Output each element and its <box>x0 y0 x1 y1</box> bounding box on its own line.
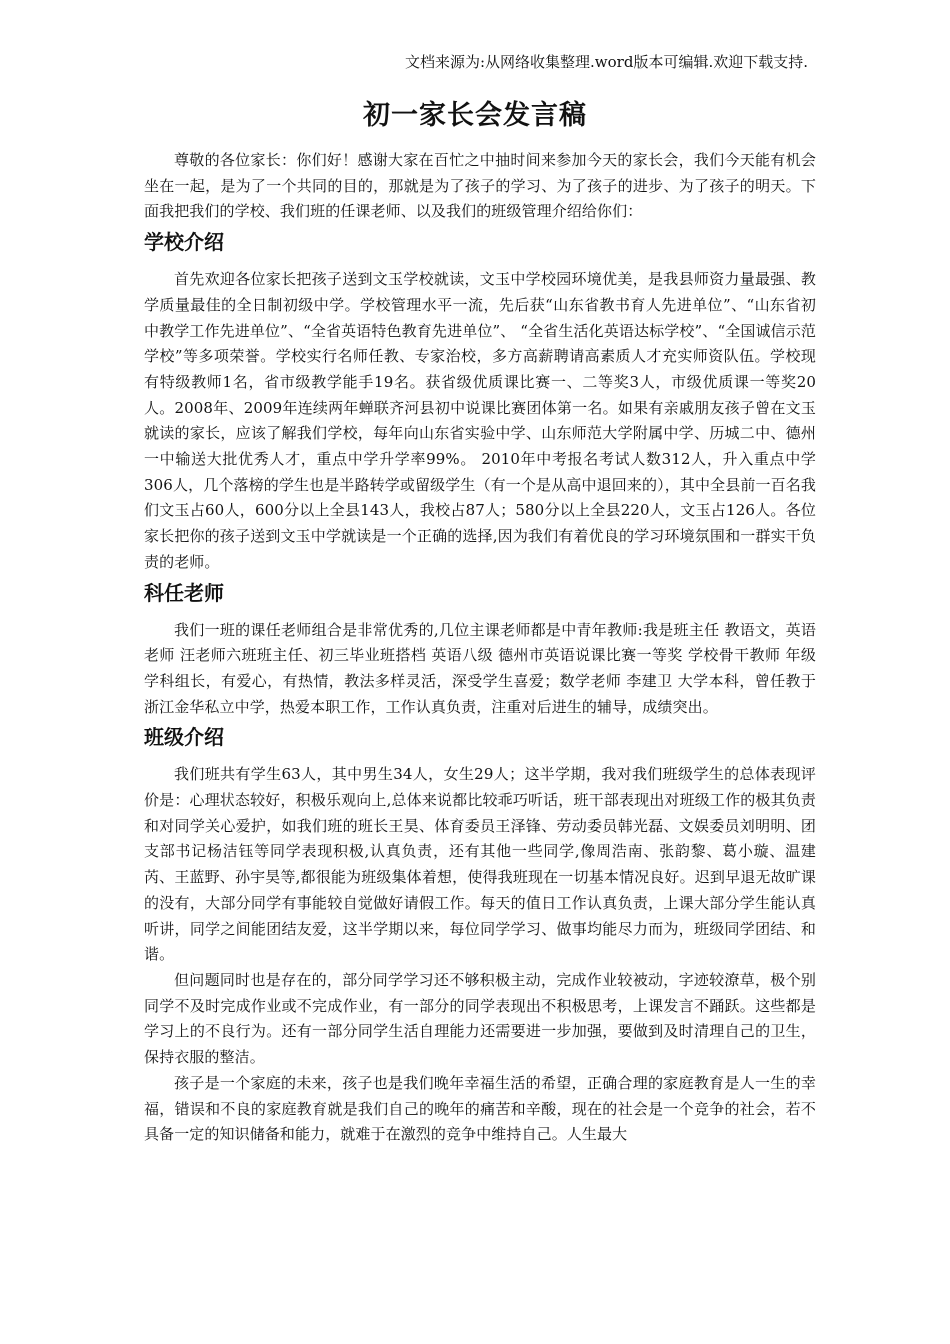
section-paragraph: 我们班共有学生63人，其中男生34人，女生29人；这半学期，我对我们班级学生的总体表现评价是：心理状态较好，积极乐观向上,总体来说都比较乖巧听话，班干部表现出对班级工作的极其负责和对同学关心爱护，如我们班的班长王昊、体育委员王泽锋、劳动委员韩光磊、文娱委员刘明明、团支部书记杨洁钰等同学表现积极,认真负责，还有其他一些同学,像周浩南、张韵黎、葛小璇、温建芮、王蓝野、孙宇昊等,都很能为班级集体着想，使得我班现在一切基本情况良好。迟到早退无故旷课的没有，大部分同学有事能较自觉做好请假工作。每天的值日工作认真负责，上课大部分学生能认真听讲，同学之间能团结友爱，这半学期以来，每位同学学习、做事均能尽力而为，班级同学团结、和谐。 <box>144 765 816 964</box>
section-heading: 班级介绍 <box>144 725 224 750</box>
section-class-intro <box>144 720 816 1148</box>
section-heading: 学校介绍 <box>144 230 224 255</box>
document-body <box>144 148 816 1148</box>
page-title: 初一家长会发言稿 <box>363 100 587 131</box>
section-paragraph: 但问题同时也是存在的，部分同学学习还不够积极主动，完成作业较被动，字迹较潦草，极个别同学不及时完成作业或不完成作业，有一部分的同学表现出不积极思考，上课发言不踊跃。这些都是学习上的不良行为。还有一部分同学生活自理能力还需要进一步加强，要做到及时清理自己的卫生，保持衣服的整洁。 <box>144 970 816 1067</box>
section-paragraph: 我们一班的课任老师组合是非常优秀的,几位主课老师都是中青年教师:我是班主任 教语文，英语老师 汪老师六班班主任、初三毕业班搭档 英语八级 德州市英语说课比赛一等奖 学校骨干教师 年级学科组长，有爱心，有热情，教法多样灵活，深受学生喜爱；数学老师 李建卫 大学本科，曾任教于浙江金华私立中学，热爱本职工作，工作认真负责，注重对后进生的辅导，成绩突出。 <box>144 620 816 716</box>
section-teachers <box>144 576 816 721</box>
section-school-intro <box>144 225 816 575</box>
section-paragraph: 孩子是一个家庭的未来，孩子也是我们晚年幸福生活的希望，正确合理的家庭教育是人一生的幸福，错误和不良的家庭教育就是我们自己的晚年的痛苦和辛酸，现在的社会是一个竞争的社会，若不具备一定的知识储备和能力，就难于在激烈的竞争中维持自己。人生最大 <box>144 1073 816 1144</box>
source-note: 文档来源为:从网络收集整理.word版本可编辑.欢迎下载支持. <box>404 53 808 71</box>
intro-paragraph: 尊敬的各位家长：你们好！感谢大家在百忙之中抽时间来参加今天的家长会，我们今天能有机会坐在一起，是为了一个共同的目的，那就是为了孩子的学习、为了孩子的进步、为了孩子的明天。下面我把我们的学校、我们班的任课老师、以及我们的班级管理介绍给你们： <box>144 151 816 221</box>
section-paragraph: 首先欢迎各位家长把孩子送到文玉学校就读，文玉中学校园环境优美，是我县师资力量最强、教学质量最佳的全日制初级中学。学校管理水平一流，先后获“山东省教书育人先进单位”、“山东省初中教学工作先进单位”、“全省英语特色教育先进单位”、 “全省生活化英语达标学校”、“全国诚信示范学校”等多项荣誉。学校实行名师任教、专家治校，多方高薪聘请高素质人才充实师资队伍。学校现有特级教师1名，省市级教学能手19名。获省级优质课比赛一、二等奖3人，市级优质课一等奖20人。2008年、2009年连续两年蝉联齐河县初中说课比赛团体第一名。如果有亲戚朋友孩子曾在文玉就读的家长，应该了解我们学校，每年向山东省实验中学、山东师范大学附属中学、历城二中、德州一中输送大批优秀人才，重点中学升学率99%。 2010年中考报名考试人数312人，升入重点中学306人，几个落榜的学生也是半路转学或留级学生（有一个是从高中退回来的），其中全县前一百名我们文玉占60人，600分以上全县143人，我校占87人；580分以上全县220人，文玉占126人。各位家长把你的孩子送到文玉中学就读是一个正确的选择,因为我们有着优良的学习环境氛围和一群实干负责的老师。 <box>144 270 816 571</box>
section-heading: 科任老师 <box>144 580 224 605</box>
